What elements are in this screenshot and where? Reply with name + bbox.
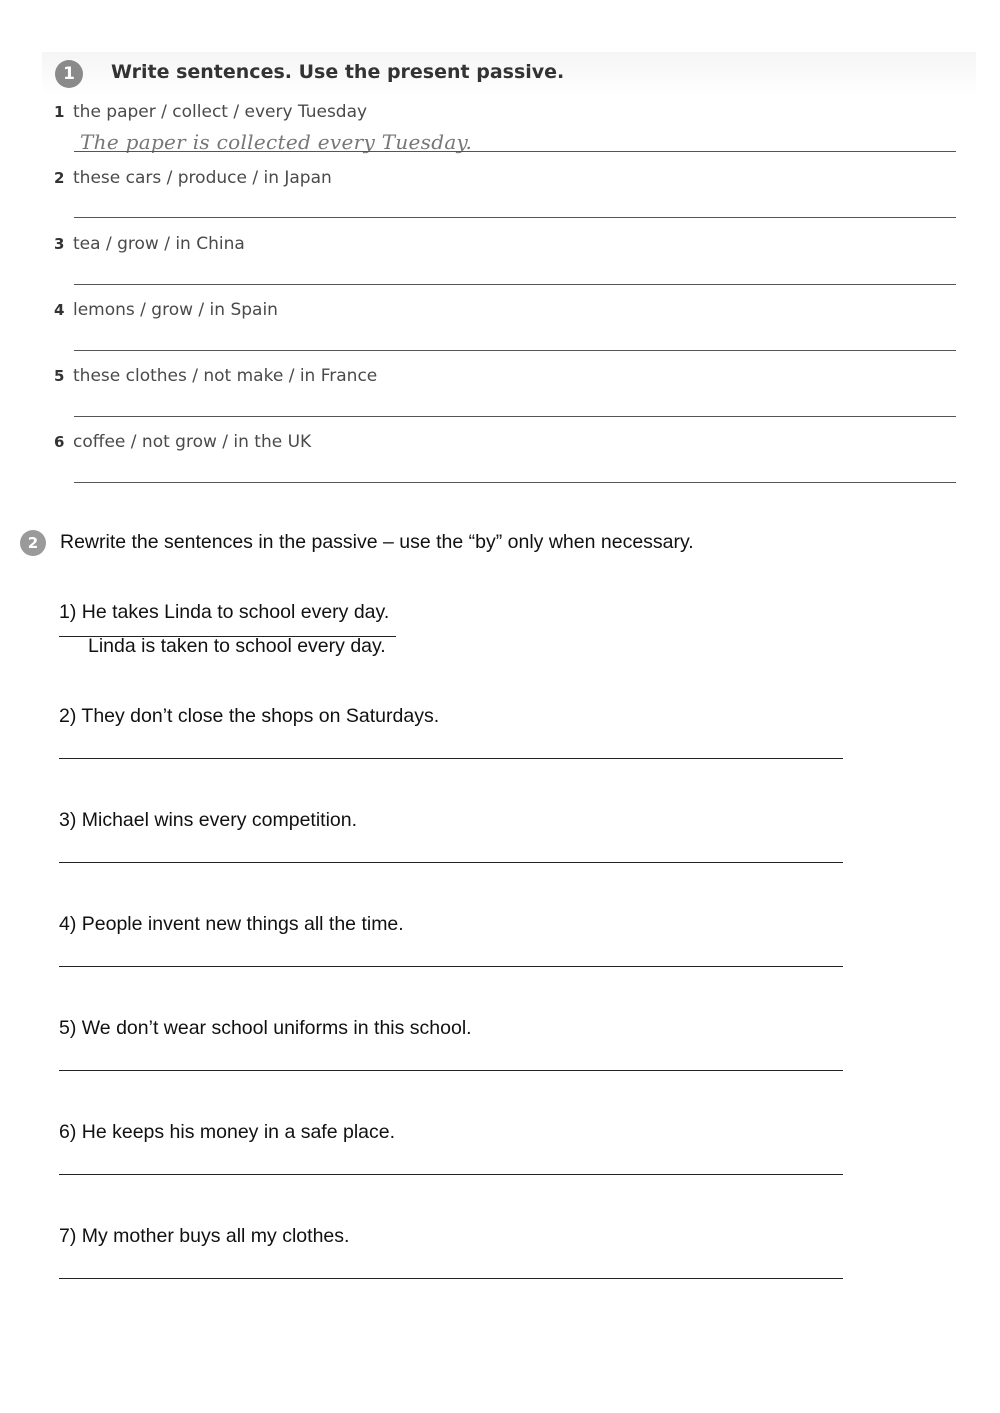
- item-prompt: coffee / not grow / in the UK: [73, 432, 312, 452]
- exercise-1-item: [54, 168, 332, 188]
- exercise-1-item: [54, 300, 278, 320]
- handwritten-example-answer: The paper is collected every Tuesday.: [80, 130, 473, 154]
- item-prompt: these cars / produce / in Japan: [73, 168, 332, 188]
- example-answer: Linda is taken to school every day.: [88, 635, 386, 657]
- exercise-2-sentence: 5) We don’t wear school uniforms in this school.: [59, 1017, 472, 1039]
- item-prompt: the paper / collect / every Tuesday: [73, 102, 368, 122]
- answer-line[interactable]: [59, 862, 843, 863]
- exercise-2-sentence: 1) He takes Linda to school every day.: [59, 601, 390, 623]
- answer-line[interactable]: [59, 1174, 843, 1175]
- exercise-2-sentence: 4) People invent new things all the time.: [59, 913, 404, 935]
- section-2-number-badge: 2: [20, 530, 46, 556]
- answer-line[interactable]: [74, 217, 956, 218]
- answer-line[interactable]: [59, 636, 396, 637]
- answer-line[interactable]: [59, 966, 843, 967]
- item-number: 4: [54, 301, 65, 319]
- section-1-title: Write sentences. Use the present passive.: [111, 61, 565, 83]
- answer-line[interactable]: [59, 758, 843, 759]
- exercise-1-item: [54, 432, 311, 452]
- item-number: 1: [54, 103, 65, 121]
- item-number: 3: [54, 235, 65, 253]
- exercise-1-item: [54, 102, 367, 122]
- item-number: 6: [54, 433, 65, 451]
- exercise-1-item: [54, 234, 245, 254]
- exercise-2-sentence: 3) Michael wins every competition.: [59, 809, 358, 831]
- answer-line[interactable]: [59, 1278, 843, 1279]
- answer-line[interactable]: [74, 284, 956, 285]
- exercise-1-item: [54, 366, 377, 386]
- answer-line[interactable]: [74, 350, 956, 351]
- item-number: 2: [54, 169, 65, 187]
- section-1-number-badge: 1: [55, 60, 83, 88]
- item-prompt: these clothes / not make / in France: [73, 366, 378, 386]
- exercise-2-sentence: 2) They don’t close the shops on Saturdays.: [59, 705, 440, 727]
- exercise-2-sentence: 6) He keeps his money in a safe place.: [59, 1121, 396, 1143]
- answer-line[interactable]: [74, 151, 956, 152]
- item-number: 5: [54, 367, 65, 385]
- section-2-title: Rewrite the sentences in the passive – use the “by” only when necessary.: [60, 531, 694, 553]
- item-prompt: tea / grow / in China: [73, 234, 245, 254]
- answer-line[interactable]: [74, 416, 956, 417]
- exercise-2-sentence: 7) My mother buys all my clothes.: [59, 1225, 350, 1247]
- answer-line[interactable]: [74, 482, 956, 483]
- answer-line[interactable]: [59, 1070, 843, 1071]
- item-prompt: lemons / grow / in Spain: [73, 300, 278, 320]
